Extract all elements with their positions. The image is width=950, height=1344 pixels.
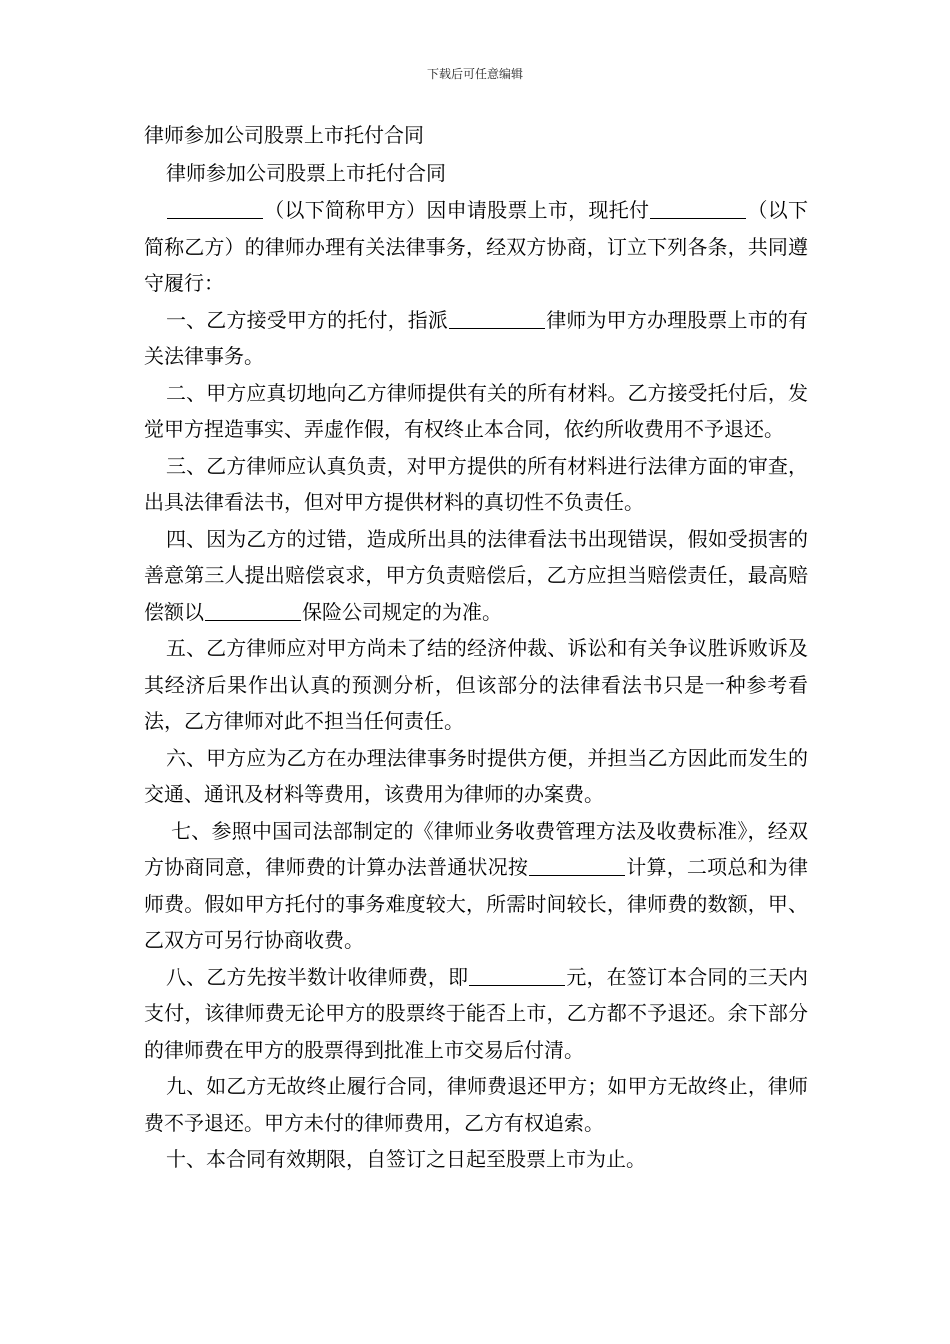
contract-body [144,116,808,1178]
clause-1-text-a: 一、乙方接受甲方的托付，指派 [166,307,449,332]
clause-8-text-a: 八、乙方先按半数计收律师费，即 [166,964,469,989]
clause-8 [144,959,808,1069]
blank-fee-method [529,857,625,876]
intro-paragraph [144,192,808,302]
clause-2: 二、甲方应真切地向乙方律师提供有关的所有材料。乙方接受托付后，发觉甲方捏造事实、弄虚作假，有权终止本合同，依约所收费用不予退还。 [144,380,808,441]
page-header-note: 下载后可任意编辑 [426,67,523,81]
clause-1-text-b: 律师为甲方办理股票上市的有关法律事务。 [144,307,809,368]
clause-4 [144,521,808,631]
clause-4-text-a: 四、因为乙方的过错，造成所出具的法律看法书出现错误，假如受损害的善意第三人提出赔偿哀求，甲方负责赔偿后，乙方应担当赔偿责任，最高赔偿额以 [144,526,808,624]
clause-5: 五、乙方律师应对甲方尚未了结的经济仲裁、诉讼和有关争议胜诉败诉及其经济后果作出认真的预测分析，但该部分的法律看法书只是一种参考看法，乙方律师对此不担当任何责任。 [144,636,808,733]
blank-party-a [167,200,263,219]
blank-half-fee-amount [469,967,565,986]
clause-7 [144,813,808,959]
clause-3: 三、乙方律师应认真负责，对甲方提供的所有材料进行法律方面的审查，出具法律看法书，但对甲方提供材料的真切性不负责任。 [144,453,808,514]
clause-8-text-b: 元，在签订本合同的三天内支付，该律师费无论甲方的股票终于能否上市，乙方都不予退还。余下部分的律师费在甲方的股票得到批准上市交易后付清。 [144,964,809,1062]
clause-4-text-b: 保险公司规定的为准。 [302,599,502,624]
clause-7-text-a: 七、参照中国司法部制定的《律师业务收费管理方法及收费标准》，经双方协商同意，律师费的计算办法普通状况按 [144,818,808,879]
clause-6: 六、甲方应为乙方在办理法律事务时提供方便，并担当乙方因此而发生的交通、通讯及材料等费用，该费用为律师的办案费。 [144,745,808,806]
document-subtitle: 律师参加公司股票上市托付合同 [166,161,446,185]
intro-text-b: （以下简称乙方）的律师办理有关法律事务，经双方协商，订立下列各条，共同遵守履行： [144,198,809,295]
blank-lawyer-name [449,310,545,329]
intro-text-a: （以下简称甲方）因申请股票上市，现托付 [264,198,650,222]
document-title: 律师参加公司股票上市托付合同 [144,123,424,147]
clause-7-text-b: 计算，二项总和为律师费。假如甲方托付的事务难度较大，所需时间较长，律师费的数额，甲、乙双方可另行协商收费。 [144,855,809,952]
blank-insurance-company [205,602,301,621]
clause-9: 九、如乙方无故终止履行合同，律师费退还甲方；如甲方无故终止，律师费不予退还。甲方未付的律师费用，乙方有权追索。 [144,1074,808,1135]
clause-10: 十、本合同有效期限，自签订之日起至股票上市为止。 [166,1147,646,1171]
blank-party-b [650,200,746,219]
clause-1 [144,302,808,375]
